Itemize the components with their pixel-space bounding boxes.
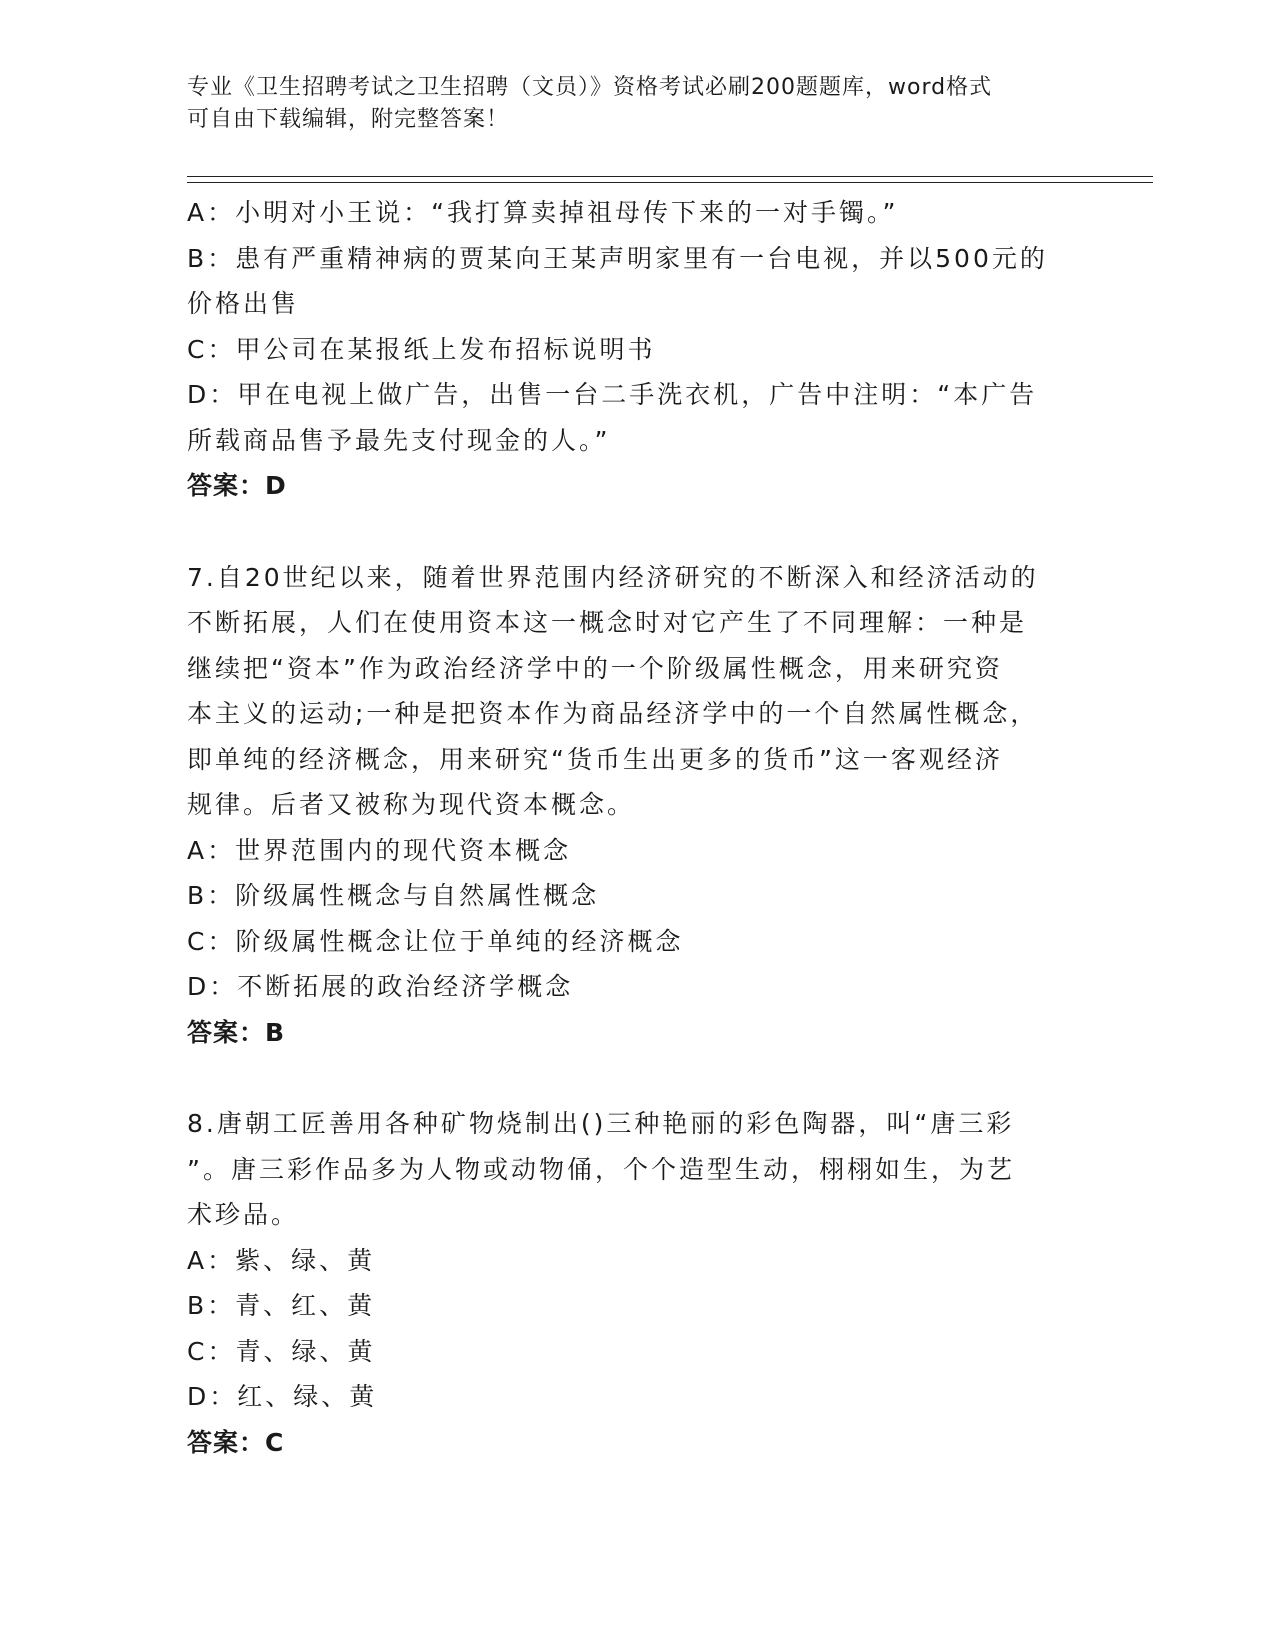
header-divider-bottom <box>187 182 1153 183</box>
q8-stem-line-2: ”。唐三彩作品多为人物或动物俑，个个造型生动，栩栩如生，为艺 <box>187 1154 1015 1184</box>
page-header <box>187 72 1067 136</box>
q8-answer: 答案：C <box>187 1427 285 1457</box>
q8-stem-line-1: 8.唐朝工匠善用各种矿物烧制出()三种艳丽的彩色陶器，叫“唐三彩 <box>187 1109 1015 1138</box>
q7-stem-line-4: 本主义的运动;一种是把资本作为商品经济学中的一个自然属性概念， <box>187 699 1039 728</box>
q7-option-d: D：不断拓展的政治经济学概念 <box>187 972 574 1001</box>
header-line-2: 可自由下载编辑，附完整答案！ <box>187 107 510 132</box>
q7-option-a: A：世界范围内的现代资本概念 <box>187 835 572 865</box>
q8-option-d: D：红、绿、黄 <box>187 1382 378 1411</box>
q6-option-d-line-1: D：甲在电视上做广告，出售一台二手洗衣机，广告中注明：“本广告 <box>187 380 1038 409</box>
q7-stem-line-2: 不断拓展，人们在使用资本这一概念时对它产生了不同理解：一种是 <box>187 608 1028 637</box>
q7-stem-line-1: 7.自20世纪以来，随着世界范围内经济研究的不断深入和经济活动的 <box>187 562 1039 592</box>
q6-option-d-line-2: 所载商品售予最先支付现金的人。” <box>187 425 611 455</box>
q6-option-a: A：小明对小王说：“我打算卖掉祖母传下来的一对手镯。” <box>187 198 899 227</box>
q8-stem-line-3: 术珍品。 <box>187 1200 300 1229</box>
q6-option-c: C：甲公司在某报纸上发布招标说明书 <box>187 334 656 364</box>
document-body <box>187 190 1067 1465</box>
spacer <box>187 509 1067 555</box>
question-8 <box>187 1101 1067 1465</box>
q7-stem-line-5: 即单纯的经济概念，用来研究“货币生出更多的货币”这一客观经济 <box>187 744 1003 774</box>
q6-option-b-line-1: B：患有严重精神病的贾某向王某声明家里有一台电视，并以500元的 <box>187 243 1048 273</box>
header-divider-top <box>187 176 1153 177</box>
q8-option-a: A：紫、绿、黄 <box>187 1245 376 1275</box>
q8-option-b: B：青、红、黄 <box>187 1291 376 1320</box>
spacer <box>187 1055 1067 1101</box>
question-6 <box>187 190 1067 509</box>
q8-option-c: C：青、绿、黄 <box>187 1336 376 1366</box>
question-7 <box>187 555 1067 1056</box>
q7-option-b: B：阶级属性概念与自然属性概念 <box>187 881 600 910</box>
header-line-1: 专业《卫生招聘考试之卫生招聘（文员）》资格考试必刷200题题库，word格式 <box>187 75 993 100</box>
q7-answer: 答案：B <box>187 1017 286 1047</box>
q6-option-b-line-2: 价格出售 <box>187 289 300 318</box>
q7-stem-line-6: 规律。后者又被称为现代资本概念。 <box>187 790 636 819</box>
q6-answer: 答案：D <box>187 471 287 500</box>
q7-stem-line-3: 继续把“资本”作为政治经济学中的一个阶级属性概念，用来研究资 <box>187 653 1003 683</box>
q7-option-c: C：阶级属性概念让位于单纯的经济概念 <box>187 926 684 956</box>
